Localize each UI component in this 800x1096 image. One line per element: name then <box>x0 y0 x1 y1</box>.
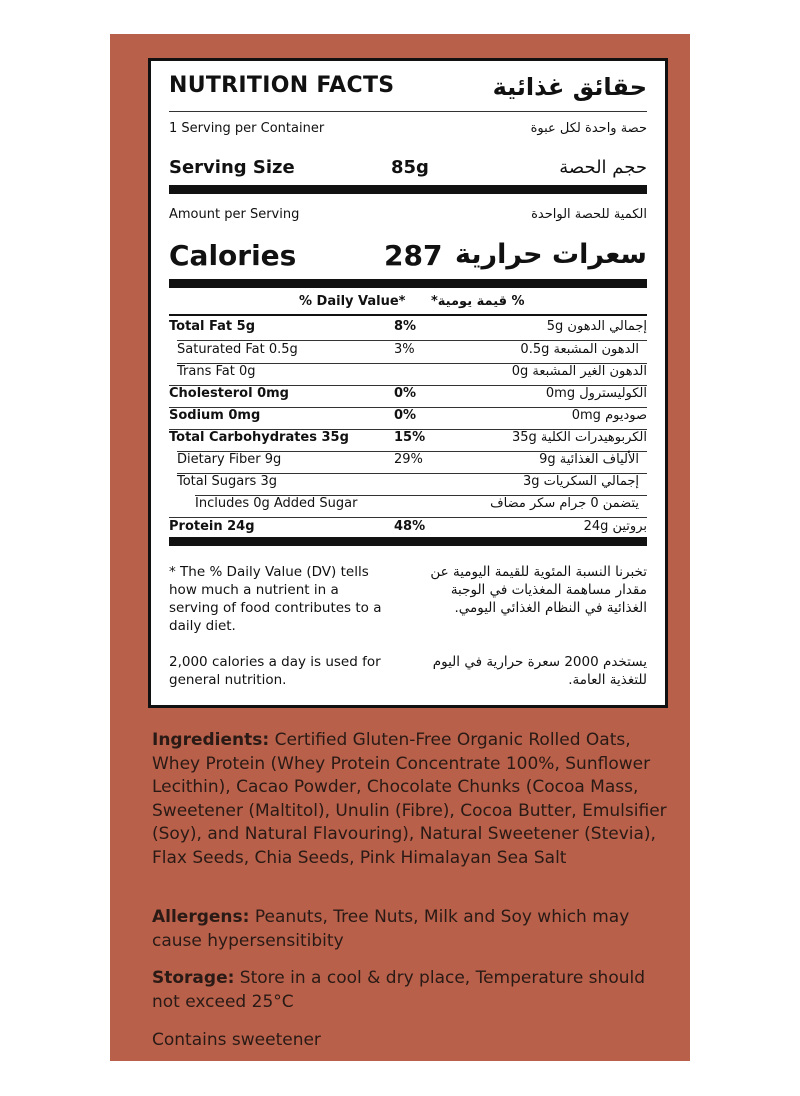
allergens-text: Peanuts, Tree Nuts, Milk and Soy which may cause hypersensitibity <box>152 907 630 951</box>
amount-en: Amount per Serving <box>169 207 300 222</box>
ingredients-section <box>152 729 672 870</box>
footnote-2-en: 2,000 calories a day is used for general nutrition. <box>169 654 381 688</box>
nutrient-row <box>169 386 647 406</box>
nutrient-label-en: Sodium 0mg <box>169 408 261 423</box>
nutrient-label-en: Total Sugars 3g <box>177 474 277 489</box>
nutrient-percent: 8% <box>394 319 417 334</box>
nutrient-label-en: Protein 24g <box>169 519 255 534</box>
nutrient-label-ar: إجمالي السكريات 3g <box>522 474 639 489</box>
amount-ar: الكمية للحصة الواحدة <box>531 207 647 222</box>
nutrient-percent: 29% <box>394 452 423 467</box>
row-divider <box>169 517 647 518</box>
servings-en: 1 Serving per Container <box>169 121 325 136</box>
nutrient-label-en: Total Carbohydrates 35g <box>169 430 349 445</box>
footnote-2-ar: يستخدم 2000 سعرة حرارية في اليوم للتغذية العامة. <box>432 654 647 688</box>
allergens-heading: Allergens: <box>152 907 250 927</box>
sweetener-note: Contains sweetener <box>152 1030 321 1050</box>
row-divider <box>177 340 647 341</box>
footnote-1-ar: تخبرنا النسبة المئوية للقيمة اليومية عن مقدار مساهمة المغذيات في الوجبة الغذائية في النظام الغذائي اليومي. <box>430 564 647 616</box>
nutrient-row <box>169 430 647 450</box>
divider <box>169 111 647 112</box>
nutrient-row <box>169 519 647 539</box>
nutrient-label-ar: يتضمن 0 جرام سكر مضاف <box>490 496 639 511</box>
ingredients-text: Certified Gluten-Free Organic Rolled Oats, Whey Protein (Whey Protein Concentrate 100%, Sunflower Lecithin), Cacao Powder, Chocolate Chunks (Cocoa Mass, Sweetener (Maltitol), Unulin (Fibre), Cocoa Butter, Emulsifier (Soy), and Natural Flavouring), Natural Sweetener (Stevia), Flax Seeds, Chia Seeds, Pink Himalayan Sea Salt <box>152 730 667 868</box>
nutrient-row <box>169 342 647 362</box>
nutrient-row <box>169 408 647 428</box>
divider <box>169 314 647 316</box>
nutrition-title-en: NUTRITION FACTS <box>169 73 395 98</box>
nutrient-percent: 0% <box>394 386 417 401</box>
daily-value-en: % Daily Value* <box>299 294 406 309</box>
nutrient-row <box>169 319 647 339</box>
nutrient-row <box>169 474 647 494</box>
nutrient-percent: 0% <box>394 408 417 423</box>
servings-ar: حصة واحدة لكل عبوة <box>530 121 647 136</box>
serving-size-en: Serving Size <box>169 157 295 178</box>
nutrient-label-ar: الكربوهيدرات الكلية 35g <box>512 430 647 445</box>
nutrient-label-en: Saturated Fat 0.5g <box>177 342 298 357</box>
calories-en: Calories <box>169 239 297 272</box>
nutrient-label-ar: الدهون الغير المشبعة 0g <box>511 364 647 379</box>
daily-value-ar: % قيمة يومية* <box>431 294 525 309</box>
calories-ar: سعرات حرارية <box>455 239 647 270</box>
nutrient-label-en: Total Fat 5g <box>169 319 256 334</box>
nutrient-row <box>169 364 647 384</box>
nutrient-label-ar: صوديوم 0mg <box>571 408 647 423</box>
nutrient-label-en: Cholesterol 0mg <box>169 386 289 401</box>
nutrient-label-en: Dietary Fiber 9g <box>177 452 282 467</box>
nutrition-facts-table <box>148 58 668 708</box>
allergens-section <box>152 906 672 953</box>
nutrient-percent: 15% <box>394 430 426 445</box>
nutrient-label-ar: الألياف الغذائية 9g <box>539 452 639 467</box>
calories-value: 287 <box>384 239 443 272</box>
nutrient-label-ar: الكوليسترول 0mg <box>545 386 647 401</box>
thick-divider <box>169 537 647 546</box>
nutrient-row <box>169 496 647 516</box>
nutrient-label-en: Trans Fat 0g <box>177 364 256 379</box>
storage-heading: Storage: <box>152 968 235 988</box>
storage-section <box>152 967 672 1014</box>
daily-value-header <box>169 294 647 312</box>
nutrient-label-ar: إجمالي الدهون 5g <box>546 319 647 334</box>
nutrient-percent: 3% <box>394 342 415 357</box>
ingredients-heading: Ingredients: <box>152 730 270 750</box>
nutrient-label-ar: الدهون المشبعة 0.5g <box>520 342 639 357</box>
nutrient-label-en: Includes 0g Added Sugar <box>195 496 358 511</box>
nutrient-percent: 48% <box>394 519 426 534</box>
nutrition-title-ar: حقائق غذائية <box>492 73 647 101</box>
serving-size-ar: حجم الحصة <box>559 157 647 178</box>
footnote-1-en: * The % Daily Value (DV) tells how much a nutrient in a serving of food contributes to a daily diet. <box>169 564 382 634</box>
nutrient-label-ar: بروتين 24g <box>583 519 647 534</box>
nutrient-row <box>169 452 647 472</box>
serving-size-value: 85g <box>391 157 429 178</box>
thick-divider <box>169 185 647 194</box>
thick-divider <box>169 279 647 288</box>
nutrition-header <box>169 73 647 105</box>
storage-text: Store in a cool & dry place, Temperature should not exceed 25°C <box>152 968 646 1012</box>
